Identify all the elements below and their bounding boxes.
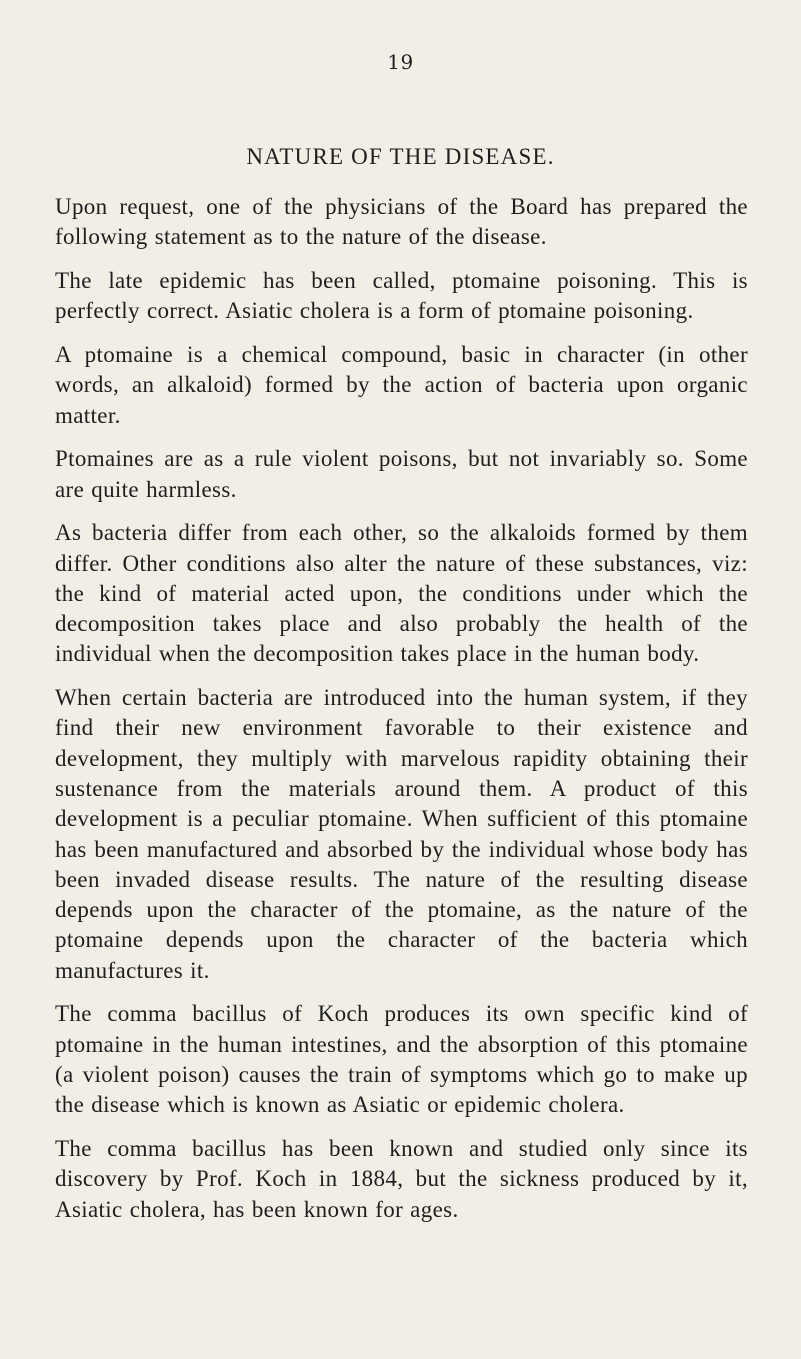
section-heading: NATURE OF THE DISEASE. bbox=[246, 144, 555, 169]
paragraph-7: The comma bacillus of Koch produces its own specific kind of ptomaine in the human intestines, and the absorption of this ptomaine (a violent poison) causes the train of symptoms which go to make up the disease which is known as Asiatic or epidemic cholera. bbox=[55, 1001, 748, 1118]
paragraph-3: A ptomaine is a chemical compound, basic in character (in other words, an alkaloid) formed by the action of bacteria upon organic matter. bbox=[55, 341, 748, 428]
body-text bbox=[55, 192, 748, 1238]
paragraph-4: Ptomaines are as a rule violent poisons, but not invariably so. Some are quite harmless. bbox=[55, 446, 748, 502]
paragraph-2: The late epidemic has been called, ptomaine poisoning. This is perfectly correct. Asiatic cholera is a form of ptomaine poisoning. bbox=[55, 267, 748, 324]
page-number: 19 bbox=[387, 50, 414, 74]
paragraph-5: As bacteria differ from each other, so the alkaloids formed by them differ. Other conditions also alter the nature of these substances, viz: the kind of material acted upon, the conditions under which the decomposition takes place and also probably the health of the individual when the decomposition takes place in the human body. bbox=[55, 520, 748, 667]
paragraph-6: When certain bacteria are introduced into the human system, if they find their new environment favorable to their existence and development, they multiply with marvelous rapidity obtaining their sustenance from the materials around them. A product of this development is a peculiar ptomaine. When sufficient of this ptomaine has been manufactured and absorbed by the individual whose body has been invaded disease results. The nature of the resulting disease depends upon the character of the ptomaine, as the nature of the ptomaine depends upon the character of the bacteria which manufactures it. bbox=[55, 685, 748, 983]
paragraph-1: Upon request, one of the physicians of the Board has prepared the following statement as to the nature of the disease. bbox=[55, 194, 748, 250]
paragraph-8: The comma bacillus has been known and studied only since its discovery by Prof. Koch in 1884, but the sickness produced by it, Asiatic cholera, has been known for ages. bbox=[55, 1136, 748, 1222]
